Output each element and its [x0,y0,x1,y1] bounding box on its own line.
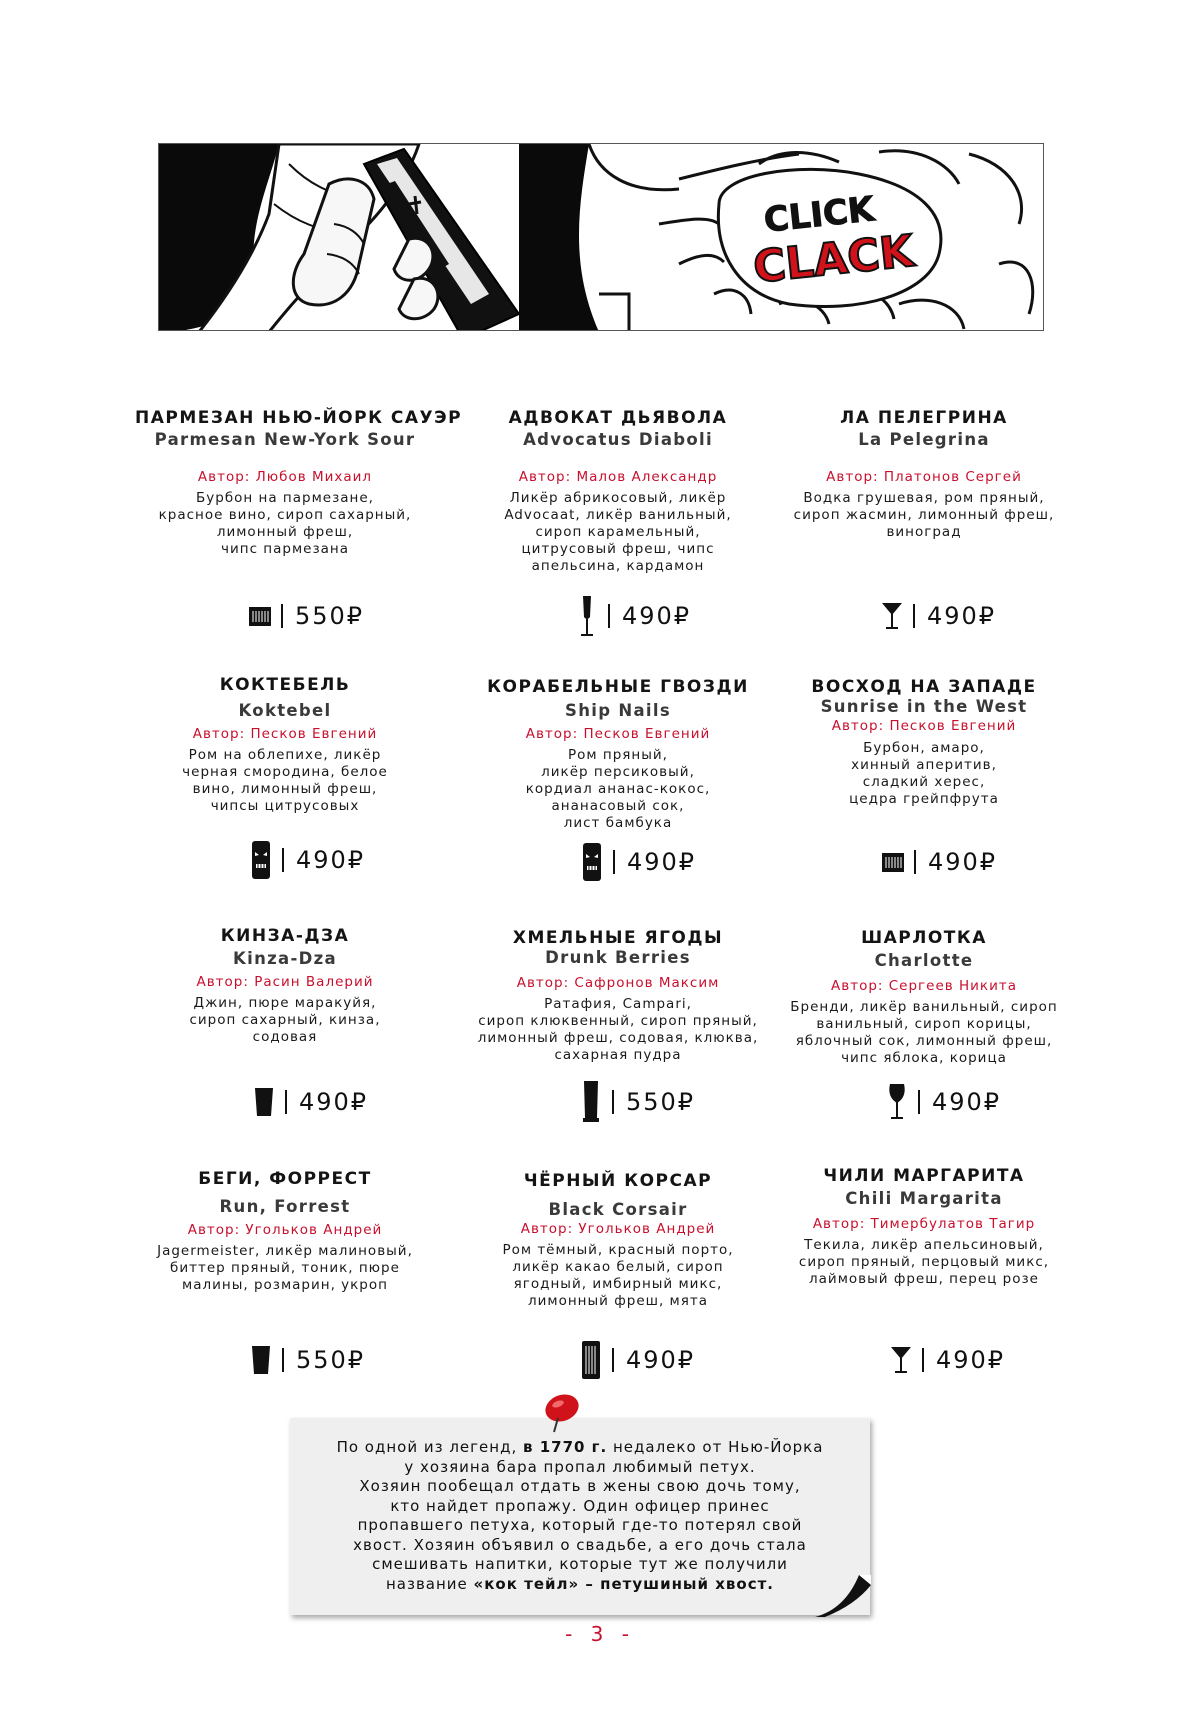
ingredient-line: Advocaat, ликёр ванильный, [504,507,732,523]
cocktail-card [468,1171,768,1310]
ingredient-line: виноград [886,524,962,540]
cocktail-ingredients [774,490,1074,541]
cocktail-author: Автор: Малов Александр [518,469,718,485]
ingredient-line: Бурбон на пармезане, [196,490,374,506]
note-bold-text: «кок тейл» – петушиный хвост. [473,1574,774,1593]
ingredient-line: биттер пряный, тоник, пюре [170,1260,400,1276]
price-separator [613,850,615,874]
page-curl-icon [815,1575,871,1621]
click-text: CLICK [762,189,877,241]
ingredient-line: ликёр персиковый, [541,764,695,780]
cocktail-author: Автор: Песков Евгений [192,726,378,742]
price-row [579,842,696,882]
legend-note [290,1418,870,1615]
wine-glass-icon [884,1082,910,1122]
note-text: Хозяин пообещал отдать в жены свою дочь тому, [359,1477,801,1495]
cocktail-latin-name: Ship Nails [565,701,671,720]
tumbler-glass-icon [251,1082,277,1122]
cocktail-name: ХМЕЛЬНЫЕ ЯГОДЫ [512,928,724,948]
ingredient-line: Ром на облепихе, ликёр [188,747,382,763]
ingredient-line: цедра грейпфрута [849,791,999,807]
martini-glass-icon [879,596,905,636]
cocktail-card [468,677,768,832]
cocktail-card [774,408,1074,541]
cocktail-price: 490₽ [927,602,997,630]
ingredient-line: лаймовый фреш, перец розе [809,1271,1039,1287]
cocktail-latin-name: Run, Forrest [219,1197,351,1216]
cocktail-author: Автор: Расин Валерий [196,974,374,990]
ingredient-line: Джин, пюре маракуйя, [193,995,377,1011]
comic-banner [158,143,1044,331]
highball-glass-icon [578,1340,604,1380]
price-separator [281,604,283,628]
ingredient-line: Бренди, ликёр ванильный, сироп [790,999,1058,1015]
ingredient-line: вино, лимонный фреш, [192,781,378,797]
ingredient-line: сироп карамельный, [535,524,701,540]
ingredient-line: черная смородина, белое [182,764,388,780]
cocktail-card [135,926,435,1046]
cocktail-latin-name: Sunrise in the West [820,697,1028,716]
cocktail-latin-name: Black Corsair [548,1200,688,1219]
ingredient-line: сироп жасмин, лимонный фреш, [793,507,1055,523]
comic-banner-illustration [159,144,1044,331]
cocktail-card [135,408,463,558]
ingredient-line: содовая [252,1029,318,1045]
cocktail-card [774,1166,1074,1288]
note-text: По одной из легенд, [336,1438,523,1456]
price-row [251,1082,368,1122]
cocktail-author: Автор: Угольков Андрей [187,1222,383,1238]
tiki-mug-icon [579,842,605,882]
cocktail-author: Автор: Угольков Андрей [520,1221,716,1237]
cocktail-name: ЛА ПЕЛЕГРИНА [840,408,1008,428]
note-text: смешивать напитки, которые тут же получили [372,1555,788,1573]
tiki-mug-icon [248,840,274,880]
ingredient-line: чипс яблока, корица [841,1050,1007,1066]
cocktail-price: 490₽ [627,848,697,876]
price-row [247,596,364,636]
cocktail-name: ПАРМЕЗАН НЬЮ-ЙОРК САУЭР [135,408,463,428]
tumbler-glass-icon [248,1340,274,1380]
cocktail-author: Автор: Любов Михаил [197,469,373,485]
cocktail-name: АДВОКАТ ДЬЯВОЛА [508,408,728,428]
legend-note-text [290,1438,870,1594]
price-row [880,842,997,882]
ingredient-line: сироп пряный, перцовый микс, [798,1254,1050,1270]
ingredient-line: чипсы цитрусовых [210,798,360,814]
note-text: хвост. Хозяин объявил о свадьбе, а его дочь стала [353,1535,807,1554]
cocktail-name: ЧИЛИ МАРГАРИТА [823,1166,1025,1186]
cocktail-ingredients [468,1242,768,1310]
ingredient-line: красное вино, сироп сахарный, [158,507,412,523]
cocktail-price: 490₽ [626,1346,696,1374]
cocktail-price: 550₽ [295,602,365,630]
cocktail-ingredients [774,1237,1074,1288]
price-row [888,1340,1005,1380]
price-row [578,1082,695,1122]
price-separator [914,850,916,874]
ingredient-line: чипс пармезана [221,541,349,557]
cocktail-ingredients [774,740,1074,808]
ingredient-line: Jagermeister, ликёр малиновый, [157,1243,413,1259]
ingredient-line: ягодный, имбирный микс, [513,1276,723,1292]
ingredient-line: хинный аперитив, [851,757,997,773]
flute-glass-icon [574,596,600,636]
cocktail-card [468,928,768,1064]
cocktail-name: БЕГИ, ФОРРЕСТ [198,1169,372,1189]
cocktail-name: ШАРЛОТКА [861,928,987,948]
cocktail-ingredients [135,490,435,558]
ingredient-line: сироп сахарный, кинза, [189,1012,381,1028]
cocktail-name: ЧЁРНЫЙ КОРСАР [523,1171,713,1191]
cocktail-price: 490₽ [932,1088,1002,1116]
ingredient-line: Бурбон, амаро, [863,740,985,756]
note-bold-text: в 1770 г. [522,1438,608,1456]
cocktail-author: Автор: Песков Евгений [525,726,711,742]
ingredient-line: лимонный фреш, [216,524,354,540]
ingredient-line: апельсина, кардамон [531,558,705,574]
cocktail-card [468,408,768,575]
price-row [578,1340,695,1380]
cocktail-price: 490₽ [296,846,366,874]
push-pin-icon [540,1392,584,1438]
ingredient-line: ананасовый сок, [551,798,685,814]
cocktail-author: Автор: Тимербулатов Тагир [812,1216,1036,1232]
cocktail-latin-name: Kinza-Dza [233,949,337,968]
cocktail-name: КОРАБЕЛЬНЫЕ ГВОЗДИ [487,677,749,697]
price-separator [608,604,610,628]
ingredient-line: Ратафия, Campari, [544,996,692,1012]
tall-glass-icon [578,1082,604,1122]
price-separator [612,1090,614,1114]
ingredient-line: цитрусовый фреш, чипс [521,541,715,557]
ingredient-line: Водка грушевая, ром пряный, [803,490,1045,506]
cocktail-latin-name: Koktebel [238,701,332,720]
price-separator [922,1348,924,1372]
page-number: - 3 - [565,1622,635,1646]
ingredient-line: ликёр какао белый, сироп [512,1259,724,1275]
cocktail-name: КИНЗА-ДЗА [220,926,350,946]
price-separator [282,1348,284,1372]
cocktail-card [135,675,435,815]
price-separator [612,1348,614,1372]
cocktail-ingredients [468,490,768,575]
cocktail-price: 550₽ [296,1346,366,1374]
cocktail-price: 550₽ [626,1088,696,1116]
ingredient-line: ванильный, сироп корицы, [816,1016,1032,1032]
cocktail-ingredients [135,1243,435,1294]
cocktail-ingredients [774,999,1074,1067]
ingredient-line: сироп клюквенный, сироп пряный, [478,1013,758,1029]
ingredient-line: сахарная пудра [554,1047,682,1063]
cocktail-latin-name: Charlotte [874,951,974,970]
price-separator [282,848,284,872]
cocktail-name: КОКТЕБЕЛЬ [219,675,351,695]
note-text: название [385,1574,474,1593]
note-text: у хозяина бара пропал любимый петух. [404,1457,756,1476]
price-separator [913,604,915,628]
cocktail-card [135,1169,435,1294]
martini-glass-icon [888,1340,914,1380]
cocktail-latin-name: Advocatus Diaboli [523,430,713,449]
note-text: пропавшего петуха, который где-то потерял свой [357,1516,803,1534]
ingredient-line: лимонный фреш, мята [527,1293,709,1309]
ingredient-line: сладкий херес, [862,774,986,790]
cocktail-ingredients [468,747,768,832]
cocktail-price: 490₽ [928,848,998,876]
rocks-glass-icon [247,596,273,636]
cocktail-price: 490₽ [622,602,692,630]
ingredient-line: Ром тёмный, красный порто, [502,1242,734,1258]
cocktail-ingredients [468,996,768,1064]
price-separator [285,1090,287,1114]
note-text: кто найдет пропажу. Один офицер принес [390,1496,770,1515]
cocktail-latin-name: Drunk Berries [545,948,691,967]
cocktail-latin-name: La Pelegrina [858,430,990,449]
price-row [248,1340,365,1380]
price-row [248,840,365,880]
cocktail-card [774,928,1074,1067]
price-separator [918,1090,920,1114]
cocktail-ingredients [135,747,435,815]
cocktail-price: 490₽ [936,1346,1006,1374]
ingredient-line: кордиал ананас-кокос, [525,781,711,797]
ingredient-line: лимонный фреш, содовая, клюква, [477,1030,759,1046]
cocktail-card [774,677,1074,808]
cocktail-author: Автор: Платонов Сергей [826,469,1022,485]
ingredient-line: яблочный сок, лимонный фреш, [795,1033,1053,1049]
ingredient-line: Текила, ликёр апельсиновый, [804,1237,1044,1253]
ingredient-line: Ликёр абрикосовый, ликёр [509,490,727,506]
cocktail-ingredients [135,995,435,1046]
rocks-glass-icon [880,842,906,882]
price-row [879,596,996,636]
cocktail-author: Автор: Сергеев Никита [831,978,1017,994]
cocktail-latin-name: Chili Margarita [845,1189,1003,1208]
ingredient-line: малины, розмарин, укроп [182,1277,388,1293]
ingredient-line: лист бамбука [563,815,673,831]
cocktail-latin-name: Parmesan New-York Sour [154,430,416,449]
cocktail-author: Автор: Песков Евгений [831,718,1017,734]
cocktail-name: ВОСХОД НА ЗАПАДЕ [811,677,1037,697]
note-text: недалеко от Нью-Йорка [607,1438,824,1456]
cocktail-author: Автор: Сафронов Максим [516,975,720,991]
price-row [884,1082,1001,1122]
price-row [574,596,691,636]
ingredient-line: Ром пряный, [568,747,668,763]
clack-text: CLACK [750,225,917,294]
cocktail-price: 490₽ [299,1088,369,1116]
